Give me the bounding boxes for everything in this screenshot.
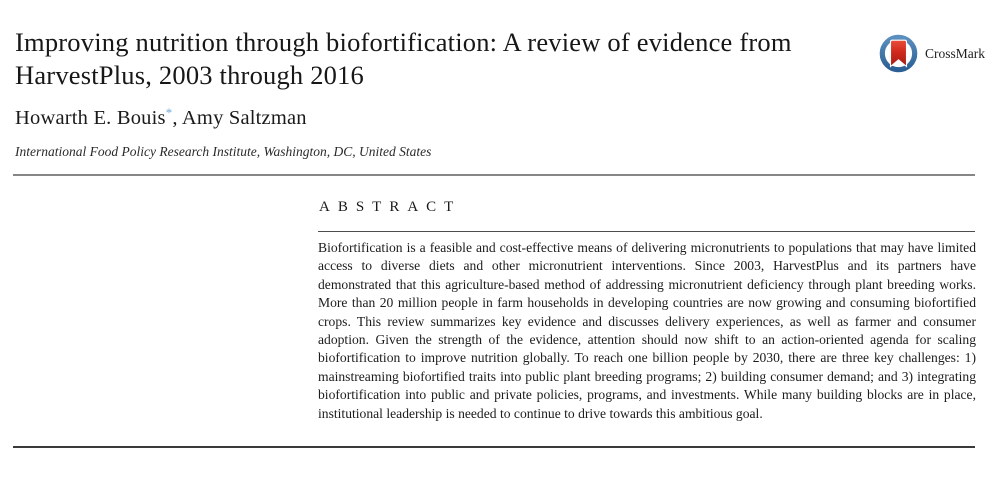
paper-title-line-1: Improving nutrition through biofortification: A review of evidence from bbox=[15, 27, 792, 57]
author-1-name: Howarth E. Bouis bbox=[15, 107, 166, 129]
crossmark-bookmark-icon bbox=[879, 33, 918, 74]
crossmark-label: CrossMark bbox=[925, 45, 985, 61]
abstract-text: Biofortification is a feasible and cost-effective means of delivering micronutrients to populations that may have limited access to diverse diets and other micronutrient interventions. Since 2003, HarvestPlus and its partners have demonstrated that this agriculture-based method of addressing micronutrient deficiency through plant breeding works. More than 20 million people in farm households in developing countries are now growing and consuming biofortified crops. This review summarizes key evidence and discusses delivery experiences, as well as farmer and consumer adoption. Given the strength of the evidence, attention should now shift to an action-oriented agenda for scaling biofortification to improve nutrition globally. To reach one billion people by 2030, there are three key challenges: 1) mainstreaming biofortified traits into public plant breeding programs; 2) building consumer demand; and 3) integrating biofortification into public and private policies, programs, and investments. While many building blocks are in place, institutional leadership is needed to continue to drive towards this ambitious goal. bbox=[318, 240, 976, 421]
abstract-heading: ABSTRACT bbox=[319, 199, 462, 215]
crossmark-badge[interactable] bbox=[879, 33, 985, 74]
author-separator: , bbox=[172, 107, 182, 129]
abstract-divider-rule bbox=[318, 231, 975, 232]
corresponding-author-asterisk-link[interactable]: * bbox=[165, 105, 173, 120]
author-2-name: Amy Saltzman bbox=[181, 107, 307, 129]
affiliation-line: International Food Policy Research Institute, Washington, DC, United States bbox=[15, 144, 432, 159]
paper-title bbox=[15, 26, 855, 92]
header-divider-rule bbox=[13, 174, 975, 176]
author-line bbox=[15, 105, 307, 130]
paper-title-line-2: HarvestPlus, 2003 through 2016 bbox=[15, 60, 365, 90]
footer-divider-rule bbox=[13, 446, 975, 448]
